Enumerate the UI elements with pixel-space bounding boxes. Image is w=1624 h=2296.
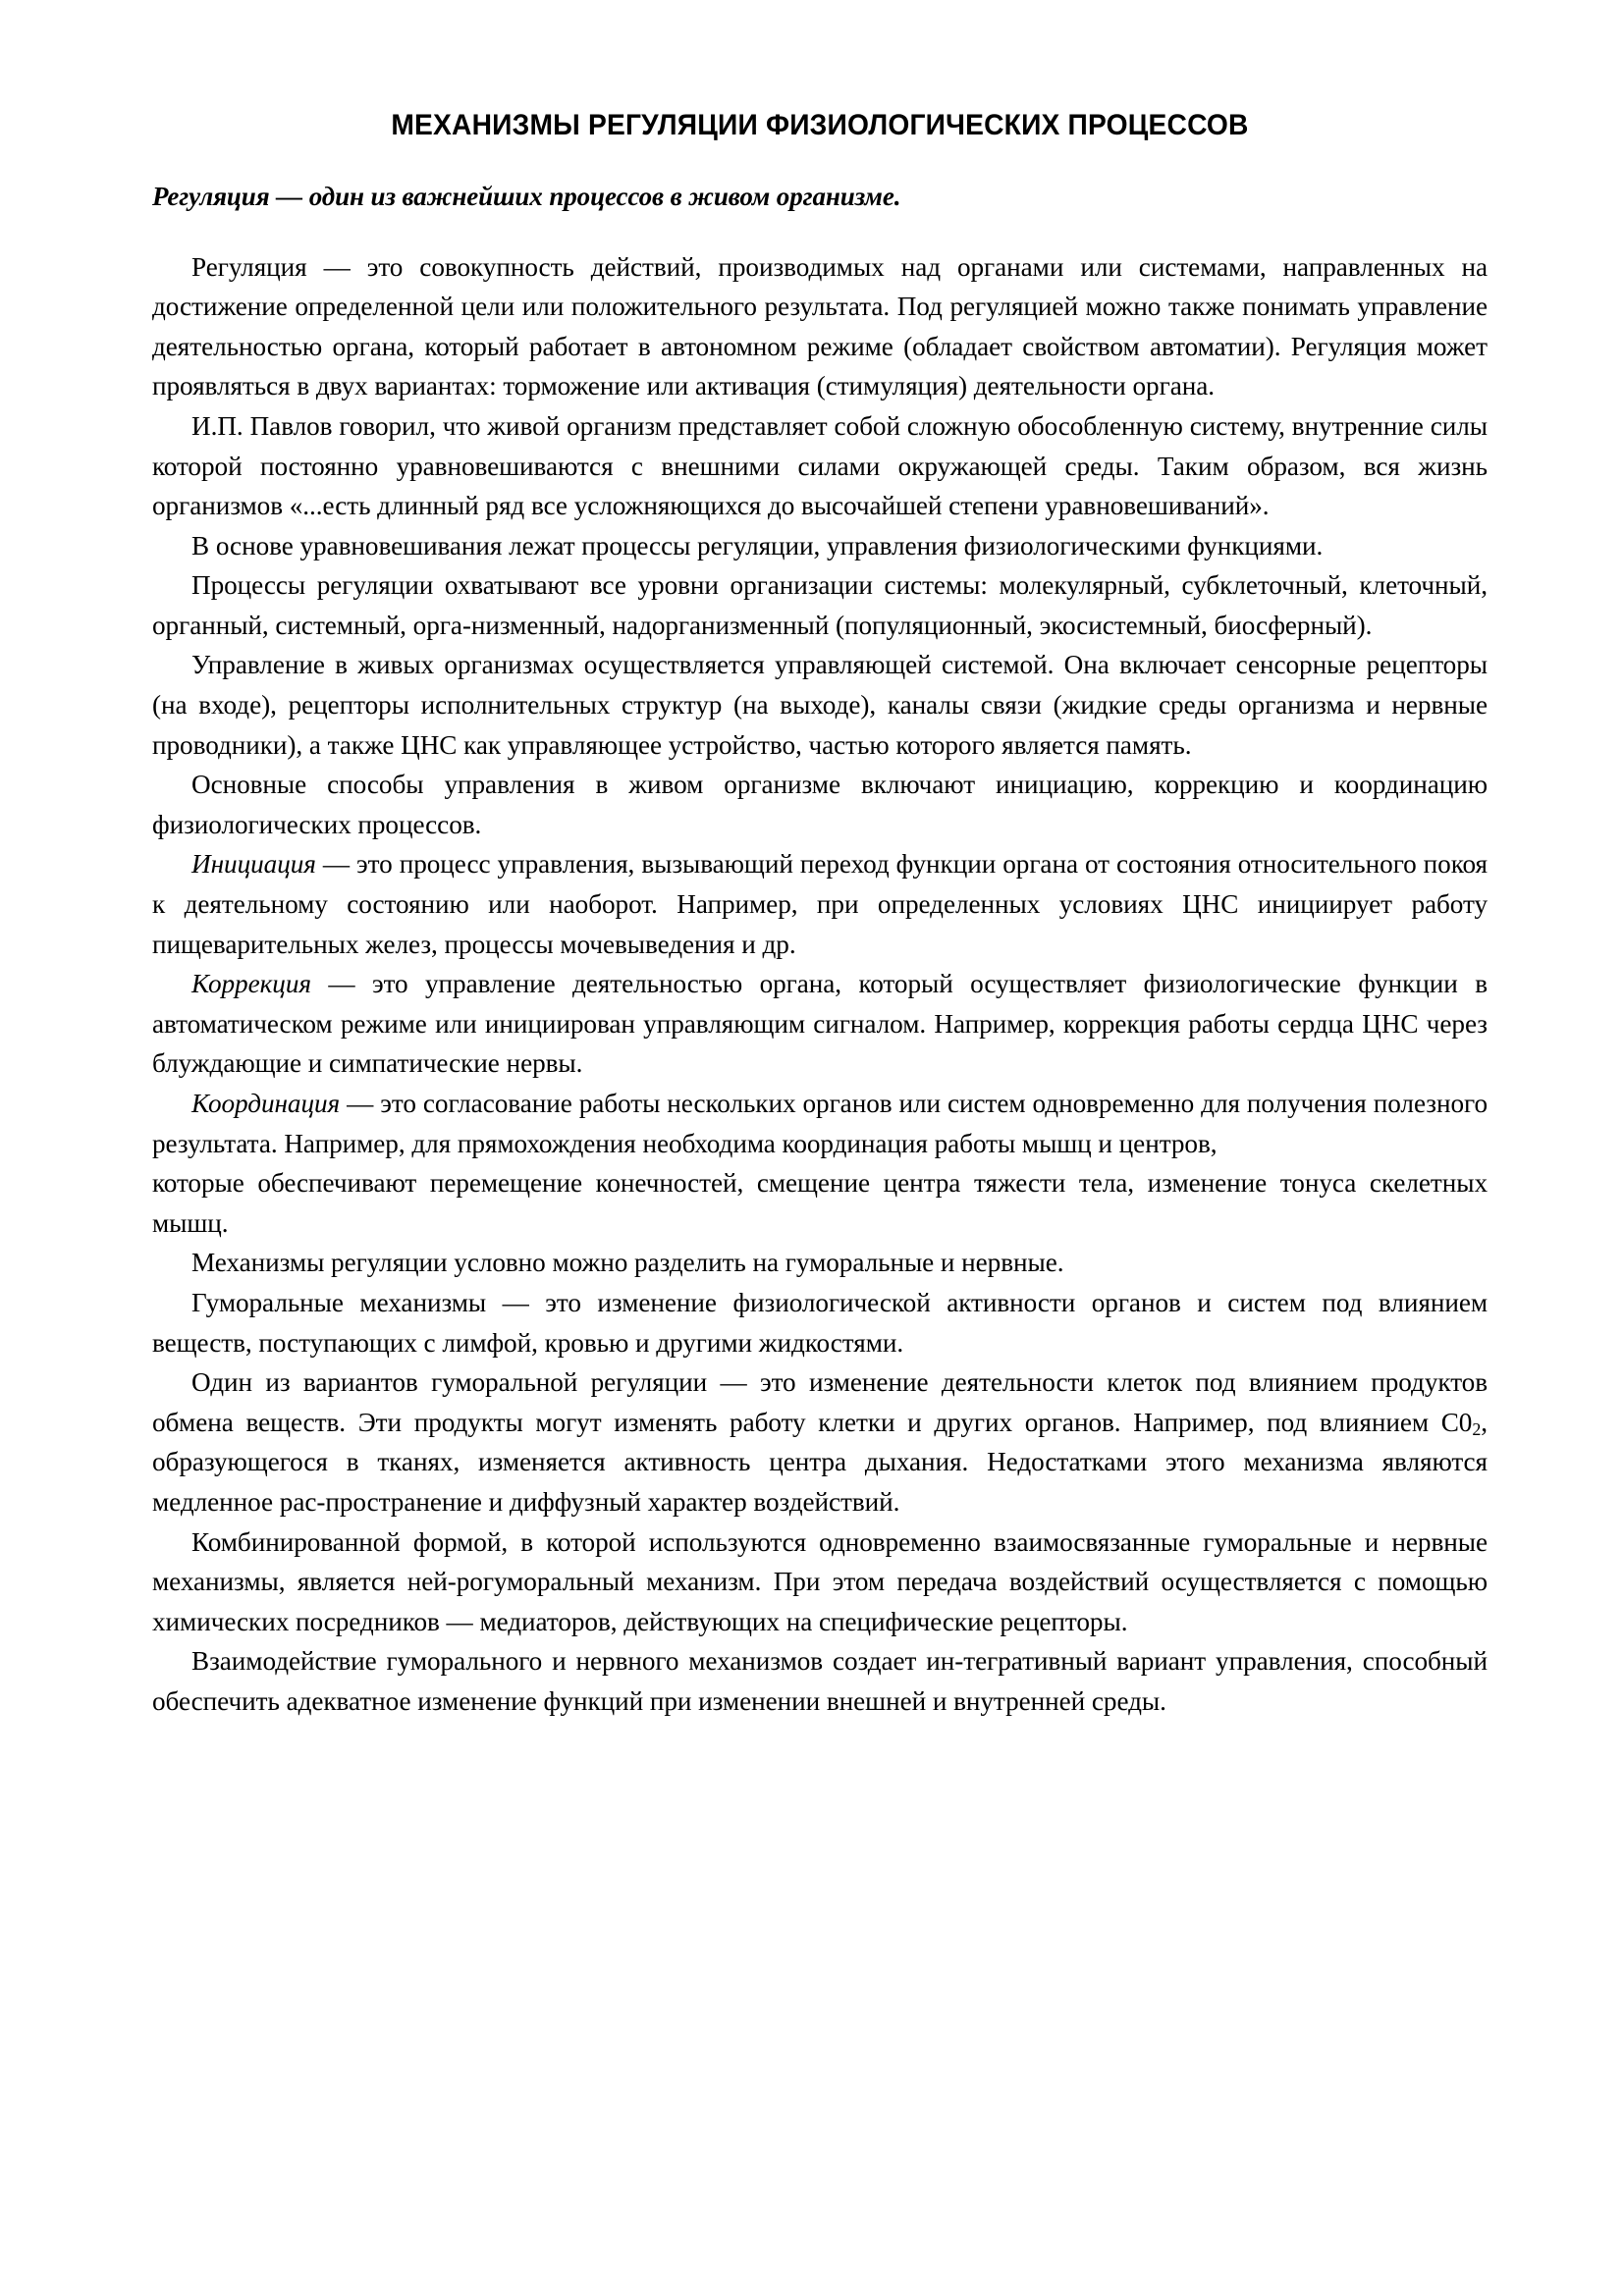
paragraph-p4 xyxy=(152,565,1488,645)
paragraph-p10 xyxy=(152,1163,1488,1243)
paragraph-p7-initiation xyxy=(152,844,1488,964)
paragraph-text: И.П. Павлов говорил, что живой организм представляет собой сложную обособленную систему, внутренние силы которой постоянно уравновешиваются с внешними силами окружающей среды. Таким образом, вся жизнь организмов «...есть длинный ряд все усложняющихся до высочайшей степени уравновешиваний». xyxy=(152,410,1488,521)
paragraph-text-after-subscript: , образующегося в тканях, изменяется активность центра дыхания. Недостатками этого механизма являются медленное рас-пространение и диффузный характер воздействий. xyxy=(152,1407,1488,1517)
paragraph-p2 xyxy=(152,406,1488,526)
paragraph-text: — это процесс управления, вызывающий переход функции органа от состояния относительного покоя к деятельному состоянию или наоборот. Например, при определенных условиях ЦНС инициирует работу пищеварительных желез, процессы мочевыведения и др. xyxy=(152,849,1488,959)
paragraph-p8-correction xyxy=(152,964,1488,1084)
paragraph-text: — это согласование работы нескольких органов или систем одновременно для получения полезного результата. Например, для прямохождения необходима координация работы мышц и центров, xyxy=(152,1089,1488,1158)
paragraph-p11 xyxy=(152,1243,1488,1283)
paragraph-text: которые обеспечивают перемещение конечностей, смещение центра тяжести тела, изменение тонуса скелетных мышц. xyxy=(152,1168,1488,1238)
paragraph-text: Гуморальные механизмы — это изменение физиологической активности органов и систем под влиянием веществ, поступающих с лимфой, кровью и другими жидкостями. xyxy=(152,1287,1488,1358)
document-subtitle: Регуляция — один из важнейших процессов в живом организме. xyxy=(152,182,901,211)
co2-subscript: 2 xyxy=(1472,1418,1482,1439)
paragraph-p13-co2 xyxy=(152,1362,1488,1522)
page-title: МЕХАНИЗМЫ РЕГУЛЯЦИИ ФИЗИОЛОГИЧЕСКИХ ПРОЦЕССОВ xyxy=(391,109,1249,141)
paragraph-text-before-subscript: Один из вариантов гуморальной регуляции — это изменение деятельности клеток под влиянием продуктов обмена веществ. Эти продукты могут изменять работу клетки и других органов. Например, под влиянием C0 xyxy=(152,1367,1488,1437)
paragraph-text: Управление в живых организмах осуществляется управляющей системой. Она включает сенсорные рецепторы (на входе), рецепторы исполнительных структур (на выходе), каналы связи (жидкие среды организма и нервные проводники), а также ЦНС как управляющее устройство, частью которого является память. xyxy=(152,650,1488,760)
paragraph-text: Основные способы управления в живом организме включают инициацию, коррекцию и координацию физиологических процессов. xyxy=(152,770,1488,839)
paragraph-p5 xyxy=(152,645,1488,765)
paragraph-text: Регуляция — это совокупность действий, производимых над органами или системами, направленных на достижение определенной цели или положительного результата. Под регуляцией можно также понимать управление деятельностью органа, который работает в автономном режиме (обладает свойством автоматии). Регуляция может проявляться в двух вариантах: торможение или активация (стимуляция) деятельности органа. xyxy=(152,251,1488,401)
paragraph-p3 xyxy=(152,526,1488,566)
paragraph-text: В основе уравновешивания лежат процессы регуляции, управления физиологическими функциями. xyxy=(191,530,1324,561)
term-initiation: Инициация xyxy=(191,849,316,880)
paragraph-p12 xyxy=(152,1283,1488,1362)
paragraph-text: Взаимодействие гуморального и нервного механизмов создает ин-тегративный вариант управления, способный обеспечить адекватное изменение функций при изменении внешней и внутренней среды. xyxy=(152,1646,1488,1716)
term-correction: Коррекция xyxy=(191,969,311,999)
paragraph-p1 xyxy=(152,247,1488,406)
term-coordination: Координация xyxy=(191,1089,341,1119)
paragraph-text: Процессы регуляции охватывают все уровни организации системы: молекулярный, субклеточный, клеточный, органный, системный, орга-низменный, надорганизменный (популяционный, экосистемный, биосферный). xyxy=(152,570,1488,640)
document-body xyxy=(152,214,1488,1722)
paragraph-p9-coordination xyxy=(152,1084,1488,1163)
paragraph-text: Механизмы регуляции условно можно разделить на гуморальные и нервные. xyxy=(191,1248,1064,1278)
paragraph-text: Комбинированной формой, в которой используются одновременно взаимосвязанные гуморальные и нервные механизмы, является ней-рогуморальный механизм. При этом передача воздействий осуществляется с помощью химических посредников — медиаторов, действующих на специфические рецепторы. xyxy=(152,1526,1488,1636)
paragraph-text: — это управление деятельностью органа, который осуществляет физиологические функции в автоматическом режиме или инициирован управляющим сигналом. Например, коррекция работы сердца ЦНС через блуждающие и симпатические нервы. xyxy=(152,969,1488,1079)
paragraph-p14 xyxy=(152,1522,1488,1642)
document-content xyxy=(152,0,1488,1722)
paragraph-p15 xyxy=(152,1641,1488,1721)
paragraph-p6 xyxy=(152,765,1488,844)
